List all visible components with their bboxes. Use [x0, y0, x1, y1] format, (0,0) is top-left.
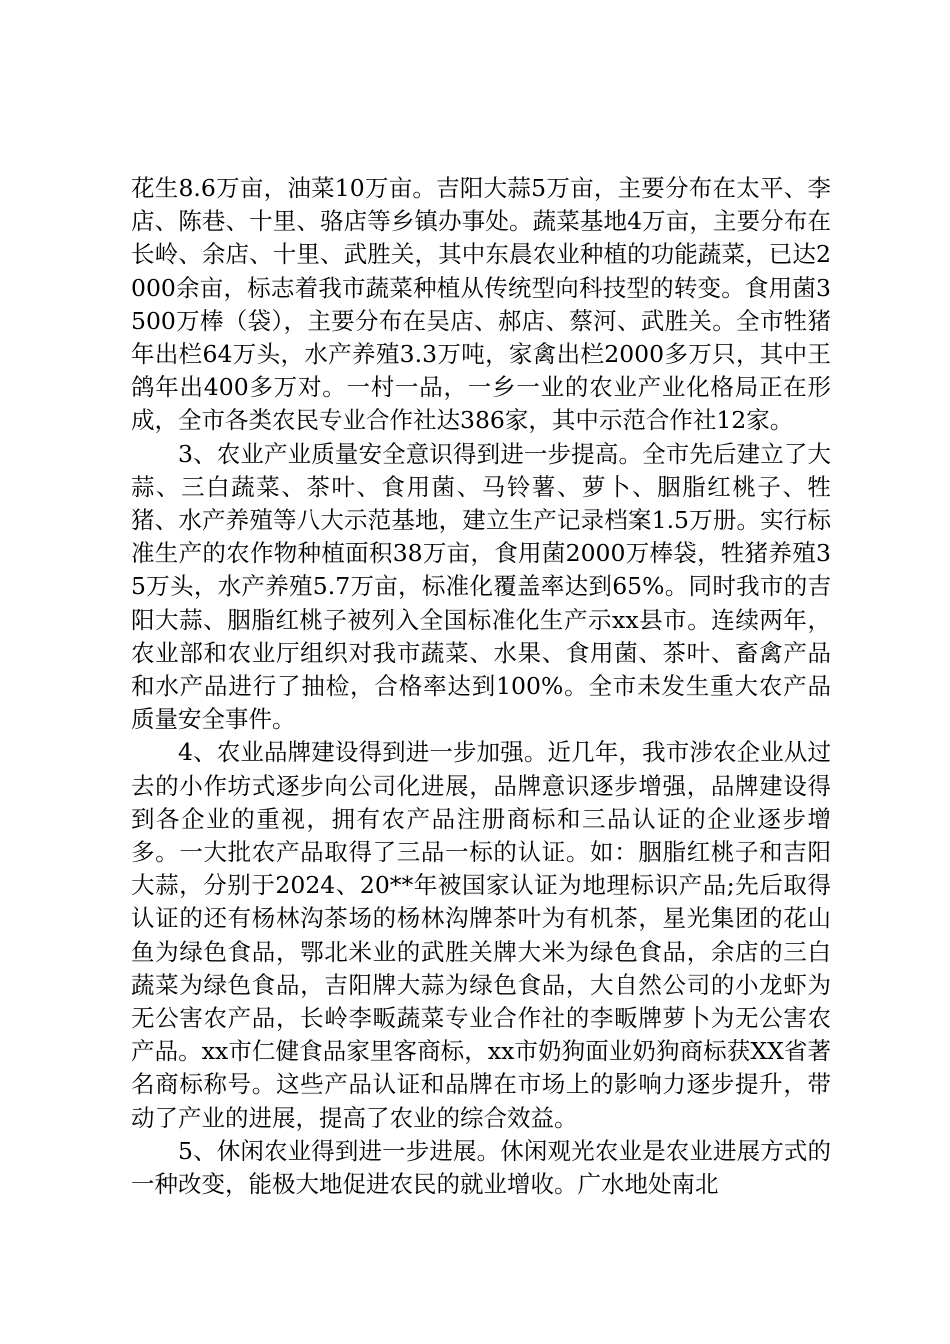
- paragraph-brand-building: 4、农业品牌建设得到进一步加强。近几年，我市涉农企业从过去的小作坊式逐步向公司化进展，品牌意识逐步增强，品牌建设得到各企业的重视，拥有农产品注册商标和三品认证的企业逐步增多。一大批农产品取得了三品一标的认证。如：胭脂红桃子和吉阳大蒜，分别于2024、20**年被国家认证为地理标识产品;先后取得认证的还有杨林沟茶场的杨林沟牌茶叶为有机茶，星光集团的花山鱼为绿色食品，鄂北米业的武胜关牌大米为绿色食品，余店的三白蔬菜为绿色食品，吉阳牌大蒜为绿色食品，大自然公司的小龙虾为无公害农产品，长岭李畈蔬菜专业合作社的李畈牌萝卜为无公害农产品。xx市仁健食品家里客商标，xx市奶狗面业奶狗商标获XX省著名商标称号。这些产品认证和品牌在市场上的影响力逐步提升，带动了产业的进展，提高了农业的综合效益。: [131, 738, 831, 1132]
- paragraph-continuation: 花生8.6万亩，油菜10万亩。吉阳大蒜5万亩，主要分布在太平、李店、陈巷、十里、骆店等乡镇办事处。蔬菜基地4万亩，主要分布在长岭、余店、十里、武胜关，其中东晨农业种植的功能蔬菜，已达2000余亩，标志着我市蔬菜种植从传统型向科技型的转变。食用菌3500万棒（袋），主要分布在吴店、郝店、蔡河、武胜关。全市牲猪年出栏64万头，水产养殖3.3万吨，家禽出栏2000多万只，其中王鸽年出400多万对。一村一品，一乡一业的农业产业化格局正在形成，全市各类农民专业合作社达386家，其中示范合作社12家。: [131, 174, 831, 435]
- paragraph-quality-safety: 3、农业产业质量安全意识得到进一步提高。全市先后建立了大蒜、三白蔬菜、茶叶、食用菌、马铃薯、萝卜、胭脂红桃子、牲猪、水产养殖等八大示范基地，建立生产记录档案1.5万册。实行标准生产的农作物种植面积38万亩，食用菌2000万棒袋，牲猪养殖35万头，水产养殖5.7万亩，标准化覆盖率达到65%。同时我市的吉阳大蒜、胭脂红桃子被列入全国标准化生产示xx县市。连续两年，农业部和农业厅组织对我市蔬菜、水果、食用菌、茶叶、畜禽产品和水产品进行了抽检，合格率达到100%。全市未发生重大农产品质量安全事件。: [131, 439, 831, 734]
- paragraph-leisure-agriculture: 5、休闲农业得到进一步进展。休闲观光农业是农业进展方式的一种改变，能极大地促进农民的就业增收。广水地处南北: [131, 1136, 831, 1199]
- document-body: [131, 172, 831, 1201]
